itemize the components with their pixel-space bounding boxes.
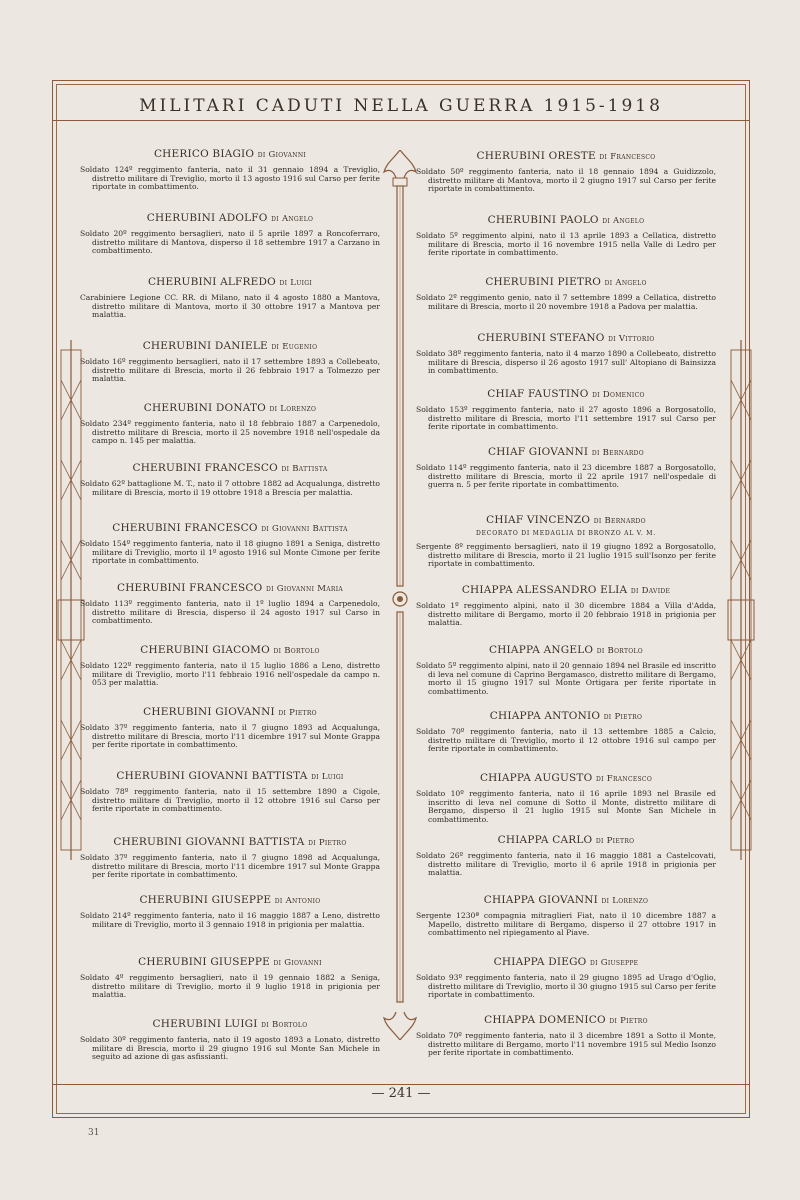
entry — [416, 834, 716, 878]
entry-patronymic: di Giovanni — [257, 150, 307, 160]
entry-patronymic: di Giovanni Battista — [261, 524, 348, 534]
entry-surname: CHIAPPA ANGELO — [488, 644, 594, 656]
entry-patronymic: di Davide — [630, 586, 671, 596]
entry-text: Soldato 70º reggimento fanteria, nato il 3 dicembre 1891 a Sotto il Monte, distretto militare di Bergamo, morto l'11 novembre 1915 sul Medio Isonzo per ferite riportate in combattimento. — [416, 1031, 716, 1058]
entry-patronymic: di Bernardo — [593, 516, 646, 526]
entry-surname: CHERUBINI ALFREDO — [147, 276, 276, 288]
entry-patronymic: di Battista — [281, 464, 328, 474]
entry-surname: CHIAPPA DOMENICO — [484, 1014, 606, 1026]
entry-name — [416, 214, 716, 226]
entry — [80, 706, 380, 750]
entry-name — [416, 332, 716, 344]
entry-surname: CHERUBINI FRANCESCO — [116, 582, 263, 594]
entry-surname: CHERUBINI ORESTE — [476, 150, 596, 162]
entry — [416, 584, 716, 628]
entry-patronymic: di Pietro — [308, 838, 347, 848]
entry-surname: CHIAPPA AUGUSTO — [479, 772, 593, 784]
entry-text: Soldato 30º reggimento fanteria, nato il 19 agosto 1893 a Lonato, distretto militare di Brescia, morto il 29 giugno 1916 sul Monte San Michele in seguito ad azione di gas asfissianti. — [80, 1035, 380, 1062]
entry-text: Soldato 5º reggimento alpini, nato il 20 gennaio 1894 nel Brasile ed inscritto di leva nel comune di Caprino Bergamasco, distretto militare di Bergamo, morto il 15 giugno 1917 sul Monte Ortigara per ferite riportate in combattimento. — [416, 661, 716, 696]
entry-surname: CHIAPPA GIOVANNI — [483, 894, 598, 906]
entry-patronymic: di Giovanni — [273, 958, 322, 968]
center-column-ornament — [382, 150, 418, 1040]
entry-patronymic: di Giuseppe — [590, 958, 639, 968]
entry-surname: CHERUBINI GIOVANNI BATTISTA — [116, 770, 308, 782]
signature-mark: 31 — [88, 1128, 100, 1138]
entry — [80, 894, 380, 929]
entry-patronymic: di Bortolo — [596, 646, 644, 656]
entry-text: Sergente 8º reggimento bersaglieri, nato il 19 giugno 1892 a Borgosatollo, distretto militare di Brescia, morto il 21 luglio 1915 sull'Isonzo per ferite riportate in combattimento. — [416, 542, 716, 569]
entry-text: Soldato 62º battaglione M. T., nato il 7 ottobre 1882 ad Acqualunga, distretto militare di Brescia, morto il 19 ottobre 1918 a Brescia per malattia. — [80, 479, 380, 497]
header-rule — [52, 120, 750, 121]
entry-text: Soldato 4º reggimento bersaglieri, nato il 19 gennaio 1882 a Seniga, distretto militare di Treviglio, morto il 9 luglio 1918 in prigionia per malattia. — [80, 973, 380, 1000]
entry — [80, 276, 380, 320]
entry-text: Soldato 93º reggimento fanteria, nato il 29 giugno 1895 ad Urago d'Oglio, distretto militare di Treviglio, morto il 30 giugno 1915 sul Carso per ferite riportate in combattimento. — [416, 973, 716, 1000]
entry-surname: CHERUBINI GIOVANNI — [143, 706, 275, 718]
entry — [416, 388, 716, 432]
entry-name — [80, 770, 380, 782]
entry-name — [80, 706, 380, 718]
right-fasces-ornament — [726, 340, 756, 860]
entry-text: Soldato 37º reggimento fanteria, nato il 7 giugno 1898 ad Acqualunga, distretto militare di Brescia, morto l'11 dicembre 1917 sul Monte Grappa per ferite riportate in combattimento. — [80, 853, 380, 880]
entry-surname: CHIAPPA CARLO — [497, 834, 593, 846]
entry-surname: CHERUBINI FRANCESCO — [112, 522, 258, 534]
entry — [416, 710, 716, 754]
entry-text: Soldato 20º reggimento bersaglieri, nato il 5 aprile 1897 a Roncoferraro, distretto militare di Mantova, disperso il 18 settembre 1917 a Carzano in combattimento. — [80, 229, 380, 256]
entry — [416, 772, 716, 824]
entry-surname: CHERUBINI DANIELE — [142, 340, 268, 352]
entry-text: Soldato 114º reggimento fanteria, nato il 23 dicembre 1887 a Borgosatollo, distretto militare di Brescia, morto il 22 aprile 1917 nell'ospedale di guerra n. 5 per ferite riportate in combattimento. — [416, 463, 716, 490]
entry — [416, 276, 716, 311]
entry — [416, 214, 716, 258]
entry — [80, 956, 380, 1000]
entry-name — [80, 402, 380, 414]
entry-patronymic: di Pietro — [278, 708, 317, 718]
entry-surname: CHERUBINI STEFANO — [477, 332, 605, 344]
entry-name — [80, 956, 380, 968]
entry-surname: CHERUBINI PIETRO — [485, 276, 602, 288]
entry — [416, 956, 716, 1000]
entry-patronymic: di Bernardo — [591, 448, 644, 458]
entry-text: Soldato 1º reggimento alpini, nato il 30 dicembre 1884 a Villa d'Adda, distretto militare di Bergamo, morto il 20 febbraio 1918 in prigionia per malattia. — [416, 601, 716, 628]
entry-patronymic: di Francesco — [595, 774, 653, 784]
entry — [416, 332, 716, 376]
entry-text: Soldato 154º reggimento fanteria, nato il 18 giugno 1891 a Seniga, distretto militare di Treviglio, morto il 1º agosto 1916 sul Monte Cimone per ferite riportate in combattimento. — [80, 539, 380, 566]
entry-surname: CHERUBINI PAOLO — [487, 214, 599, 226]
entry — [416, 514, 716, 569]
entry-surname: CHERUBINI GIOVANNI BATTISTA — [113, 836, 305, 848]
entry-name — [416, 446, 716, 458]
entry-surname: CHERUBINI GIUSEPPE — [138, 956, 270, 968]
entry-text: Soldato 113º reggimento fanteria, nato il 1º luglio 1894 a Carpenedolo, distretto militare di Brescia, disperso il 24 agosto 1917 sul Carso in combattimento. — [80, 599, 380, 626]
entry — [416, 150, 716, 194]
entry-patronymic: di Bortolo — [261, 1020, 308, 1030]
entry-patronymic: di Domenico — [592, 390, 645, 400]
entry-patronymic: di Lorenzo — [601, 896, 649, 906]
entry — [80, 1018, 380, 1062]
entry-name — [416, 834, 716, 846]
page-number: — 241 — — [371, 1086, 431, 1101]
entry-patronymic: di Giovanni Maria — [265, 584, 344, 594]
entry-text: Soldato 122º reggimento fanteria, nato il 15 luglio 1886 a Leno, distretto militare di Treviglio, morto l'11 febbraio 1916 nell'ospedale da campo n. 053 per malattia. — [80, 661, 380, 688]
entry — [80, 582, 380, 626]
entry-surname: CHERUBINI GIACOMO — [140, 644, 270, 656]
entry-text: Soldato 214º reggimento fanteria, nato il 16 maggio 1887 a Leno, distretto militare di Treviglio, morto il 3 gennaio 1918 in prigionia per malattia. — [80, 911, 380, 929]
entry-patronymic: di Bortolo — [273, 646, 320, 656]
entry — [80, 522, 380, 566]
entry-patronymic: di Lorenzo — [269, 404, 317, 414]
entry-text: Soldato 234º reggimento fanteria, nato il 18 febbraio 1887 a Carpenedolo, distretto militare di Brescia, morto il 25 novembre 1918 nell'ospedale da campo n. 145 per malattia. — [80, 419, 380, 446]
entry — [416, 644, 716, 696]
entry-surname: CHERUBINI DONATO — [143, 402, 266, 414]
entry-patronymic: di Luigi — [279, 278, 313, 288]
entry — [80, 212, 380, 256]
entry-text: Soldato 16º reggimento bersaglieri, nato il 17 settembre 1893 a Collebeato, distretto militare di Brescia, morto il 26 febbraio 1917 a Tolmezzo per malattia. — [80, 357, 380, 384]
entry-decoration: DECORATO DI MEDAGLIA DI BRONZO AL V. M. — [476, 530, 656, 537]
entry-patronymic: di Francesco — [599, 152, 656, 162]
entry-surname: CHERUBINI LUIGI — [152, 1018, 258, 1030]
entry-name — [80, 894, 380, 906]
entry-text: Soldato 78º reggimento fanteria, nato il 15 settembre 1890 a Cigole, distretto militare di Treviglio, morto il 12 ottobre 1916 sul Carso per ferite riportate in combattimento. — [80, 787, 380, 814]
entry-text: Soldato 37º reggimento fanteria, nato il 7 giugno 1893 ad Acqualunga, distretto militare di Brescia, morto l'11 dicembre 1917 sul Monte Grappa per ferite riportate in combattimento. — [80, 723, 380, 750]
entry — [416, 894, 716, 938]
entry-name — [416, 956, 716, 968]
entry-text: Soldato 5º reggimento alpini, nato il 13 aprile 1893 a Cellatica, distretto militare di Brescia, morto il 16 novembre 1915 nella Valle di Ledro per ferite riportate in combattimento. — [416, 231, 716, 258]
footer-rule — [52, 1084, 750, 1085]
entry-name — [80, 1018, 380, 1030]
entry — [80, 770, 380, 814]
entry — [416, 446, 716, 490]
entry-surname: CHIAF VINCENZO — [486, 514, 591, 526]
entry-name — [416, 772, 716, 784]
entry-text: Soldato 2º reggimento genio, nato il 7 settembre 1899 a Cellatica, distretto militare di Brescia, morto il 20 novembre 1918 a Padova per malattia. — [416, 293, 716, 311]
entry-surname: CHERICO BIAGIO — [153, 148, 255, 160]
entry-text: Soldato 70º reggimento fanteria, nato il 13 settembre 1885 a Calcio, distretto militare di Treviglio, morto il 12 ottobre 1916 sul campo per ferite riportate in combattimento. — [416, 727, 716, 754]
entry-patronymic: di Antonio — [274, 896, 321, 906]
entry-name — [416, 584, 716, 596]
entry-name — [416, 150, 716, 162]
page-title: MILITARI CADUTI NELLA GUERRA 1915-1918 — [139, 96, 663, 116]
entry-text: Sergente 1230ª compagnia mitraglieri Fiat, nato il 10 dicembre 1887 a Mapello, distretto militare di Bergamo, disperso il 27 ottobre 1917 in combattimento nel ripiegamento al Piave. — [416, 911, 716, 938]
entry-text: Soldato 124º reggimento fanteria, nato il 31 gennaio 1894 a Treviglio, distretto militare di Treviglio, morto il 13 agosto 1916 sul Carso per ferite riportate in combattimento. — [80, 165, 380, 192]
entry-patronymic: di Luigi — [311, 772, 344, 782]
entry-surname: CHIAF FAUSTINO — [487, 388, 589, 400]
entry — [80, 340, 380, 384]
entry-patronymic: di Pietro — [603, 712, 643, 722]
entry-name — [80, 582, 380, 594]
entry-surname: CHIAPPA ALESSANDRO ELIA — [461, 584, 628, 596]
entry — [80, 644, 380, 688]
entry-surname: CHIAPPA ANTONIO — [489, 710, 601, 722]
entry-name — [80, 212, 380, 224]
entry — [80, 148, 380, 192]
entry-name — [416, 276, 716, 288]
entry-surname: CHIAF GIOVANNI — [488, 446, 589, 458]
entry-text: Soldato 38º reggimento fanteria, nato il 4 marzo 1890 a Collebeato, distretto militare di Brescia, disperso il 26 agosto 1917 sull' Altopiano di Bainsizza in combattimento. — [416, 349, 716, 376]
entry — [80, 462, 380, 497]
entry-patronymic: di Pietro — [609, 1016, 648, 1026]
entry-surname: CHERUBINI ADOLFO — [146, 212, 268, 224]
entry — [80, 836, 380, 880]
entry-surname: CHIAPPA DIEGO — [493, 956, 587, 968]
entry-patronymic: di Angelo — [602, 216, 645, 226]
entry-text: Soldato 10º reggimento fanteria, nato il 16 aprile 1893 nel Brasile ed inscritto di leva nel comune di Sotto il Monte, distretto militare di Bergamo, disperso il 21 luglio 1915 sul Monte San Michele in combattimento. — [416, 789, 716, 824]
entry-name — [416, 644, 716, 656]
entry-name — [80, 522, 380, 534]
entry-text: Soldato 50º reggimento fanteria, nato il 18 gennaio 1894 a Guidizzolo, distretto militare di Mantova, morto il 2 giugno 1917 sul Carso per ferite riportate in combattimento. — [416, 167, 716, 194]
entry-name — [416, 388, 716, 400]
entry-patronymic: di Angelo — [271, 214, 314, 224]
entry-text: Soldato 153º reggimento fanteria, nato il 27 agosto 1896 a Borgosatollo, distretto militare di Brescia, morto l'11 settembre 1917 sul Carso per ferite riportate in combattimento. — [416, 405, 716, 432]
entry-name — [80, 462, 380, 474]
entry — [80, 402, 380, 446]
entry-patronymic: di Pietro — [595, 836, 635, 846]
entry-surname: CHERUBINI FRANCESCO — [132, 462, 278, 474]
entry-text: Carabiniere Legione CC. RR. di Milano, nato il 4 agosto 1880 a Mantova, distretto militare di Mantova, morto il 30 ottobre 1917 a Mantova per malattia. — [80, 293, 380, 320]
entry-patronymic: di Eugenio — [271, 342, 318, 352]
entry-name — [416, 514, 716, 526]
entry-name — [80, 340, 380, 352]
entry — [416, 1014, 716, 1058]
entry-name — [416, 710, 716, 722]
entry-text: Soldato 26º reggimento fanteria, nato il 16 maggio 1881 a Castelcovati, distretto militare di Treviglio, morto il 6 aprile 1918 in prigionia per malattia. — [416, 851, 716, 878]
entry-name — [416, 1014, 716, 1026]
entry-name — [416, 894, 716, 906]
entry-patronymic: di Vittorio — [608, 334, 655, 344]
entry-name — [80, 148, 380, 160]
entry-name — [80, 276, 380, 288]
entry-surname: CHERUBINI GIUSEPPE — [139, 894, 272, 906]
entry-name — [80, 644, 380, 656]
entry-name — [80, 836, 380, 848]
entry-patronymic: di Angelo — [604, 278, 647, 288]
